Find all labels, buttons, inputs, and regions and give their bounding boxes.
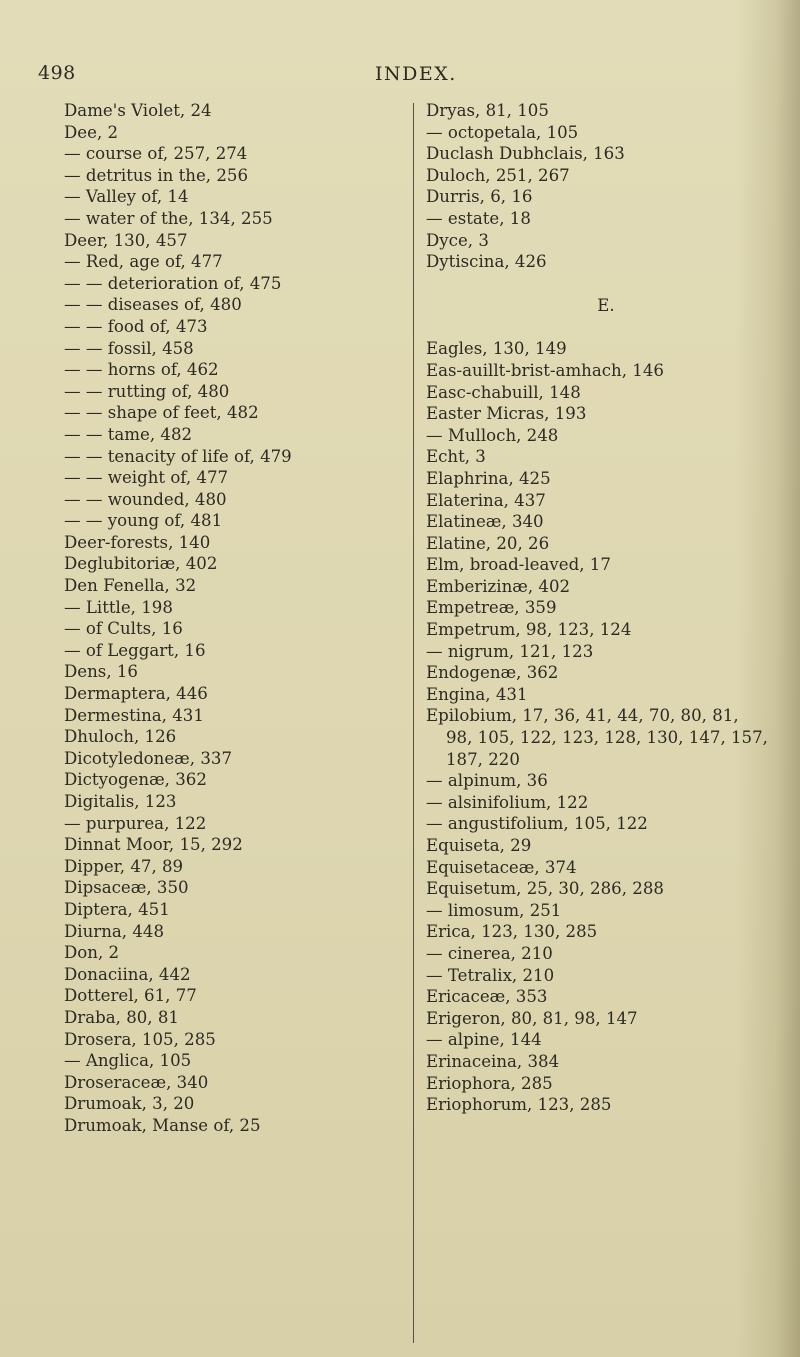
index-entry: — Tetralix, 210: [426, 965, 555, 985]
index-entry: — — food of, 473: [64, 316, 208, 336]
index-entry: Eas-auillt-brist-amhach, 146: [426, 360, 664, 380]
index-entry: Dyce, 3: [426, 230, 489, 250]
index-entry: Eagles, 130, 149: [426, 339, 567, 359]
index-entry: Drumoak, 3, 20: [64, 1094, 195, 1114]
index-entry: Dame's Violet, 24: [64, 101, 212, 120]
index-section-e: [426, 338, 786, 1115]
index-entry: Erigeron, 80, 81, 98, 147: [426, 1008, 638, 1028]
index-entry: Elatineæ, 340: [426, 512, 544, 532]
index-entry: 98, 105, 122, 123, 128, 130, 147, 157,: [446, 728, 768, 748]
index-entry: Duloch, 251, 267: [426, 165, 570, 185]
column-divider: [413, 103, 414, 1343]
index-entry: — detritus in the, 256: [64, 165, 249, 185]
index-entry: Deer-forests, 140: [64, 532, 211, 552]
index-entry: Elaterina, 437: [426, 490, 546, 510]
index-entry: Equisetum, 25, 30, 286, 288: [426, 879, 664, 899]
index-entry: Engina, 431: [426, 684, 528, 704]
index-entry: — — wounded, 480: [64, 489, 227, 509]
index-entry: — Mulloch, 248: [426, 425, 559, 445]
index-entry: — Little, 198: [64, 597, 173, 617]
index-entry: Deer, 130, 457: [64, 230, 188, 250]
index-entry: — alsinifolium, 122: [426, 792, 589, 812]
index-entry: — Red, age of, 477: [64, 252, 223, 272]
index-entry: Eriophorum, 123, 285: [426, 1095, 612, 1115]
index-entry: Elatine, 20, 26: [426, 533, 550, 553]
index-entry: Digitalis, 123: [64, 792, 177, 811]
index-entry: — angustifolium, 105, 122: [426, 814, 648, 834]
index-entry: Dipper, 47, 89: [64, 856, 184, 876]
index-entry: — — young of, 481: [64, 511, 223, 531]
index-entry: Dipsaceæ, 350: [64, 878, 189, 898]
index-entry: 187, 220: [446, 749, 520, 769]
running-head: INDEX.: [375, 63, 457, 85]
index-entry: — Anglica, 105: [64, 1051, 192, 1071]
index-entry: — of Leggart, 16: [64, 640, 206, 660]
index-entry: — course of, 257, 274: [64, 144, 248, 164]
index-entry: Drumoak, Manse of, 25: [64, 1115, 261, 1135]
page-header: [0, 50, 800, 90]
index-entry: — of Cults, 16: [64, 619, 183, 639]
index-entry: — purpurea, 122: [64, 813, 207, 833]
index-entry: Dermestina, 431: [64, 705, 204, 725]
index-entry: Echt, 3: [426, 447, 486, 467]
index-entry: Dermaptera, 446: [64, 684, 208, 704]
index-entry: Diurna, 448: [64, 921, 165, 941]
index-entry: Den Fenella, 32: [64, 576, 197, 596]
index-entry: — — shape of feet, 482: [64, 403, 259, 423]
index-entry: Don, 2: [64, 943, 120, 963]
index-entry: Dens, 16: [64, 662, 138, 682]
page-number: 498: [38, 62, 76, 84]
index-entry: — octopetala, 105: [426, 122, 579, 142]
index-entry: Emberizinæ, 402: [426, 576, 571, 596]
index-entry: Donaciina, 442: [64, 964, 191, 984]
index-entry: Epilobium, 17, 36, 41, 44, 70, 80, 81,: [426, 706, 739, 726]
index-entry: Ericaceæ, 353: [426, 987, 548, 1007]
index-entry: — — deterioration of, 475: [64, 273, 282, 293]
index-entry: — nigrum, 121, 123: [426, 641, 594, 661]
index-entry: Endogenæ, 362: [426, 663, 559, 683]
index-entry: — — tenacity of life of, 479: [64, 446, 292, 466]
index-entry: — alpine, 144: [426, 1030, 542, 1050]
index-entry: Eriophora, 285: [426, 1073, 553, 1093]
index-entry: — water of the, 134, 255: [64, 208, 273, 228]
index-entry: — alpinum, 36: [426, 771, 548, 791]
index-entry: Droseraceæ, 340: [64, 1072, 209, 1092]
index-entry: Equiseta, 29: [426, 836, 532, 855]
index-entry: — Valley of, 14: [64, 187, 189, 207]
index-entry: — — rutting of, 480: [64, 381, 230, 401]
index-entry: — — fossil, 458: [64, 338, 194, 358]
index-entry: Draba, 80, 81: [64, 1007, 179, 1027]
index-entry: Duclash Dubhclais, 163: [426, 144, 625, 164]
index-entry: — — weight of, 477: [64, 468, 229, 488]
index-entry: Durris, 6, 16: [426, 187, 533, 207]
index-entry: Empetrum, 98, 123, 124: [426, 620, 632, 640]
index-entry: Dytiscina, 426: [426, 252, 547, 272]
index-entry: Elm, broad-leaved, 17: [426, 555, 611, 575]
index-column-right: [426, 100, 786, 1116]
index-entry: — — horns of, 462: [64, 360, 219, 380]
index-entry: Deglubitoriæ, 402: [64, 554, 218, 574]
index-entry: Dhuloch, 126: [64, 727, 177, 747]
index-entry: Dotterel, 61, 77: [64, 986, 197, 1006]
index-entry: — — diseases of, 480: [64, 295, 242, 315]
index-entry: Drosera, 105, 285: [64, 1029, 216, 1049]
index-entry: Dryas, 81, 105: [426, 101, 549, 120]
index-entry: Easter Micras, 193: [426, 404, 587, 424]
index-entry: Empetreæ, 359: [426, 598, 557, 618]
index-entry: Erinaceina, 384: [426, 1051, 560, 1071]
index-entry: — estate, 18: [426, 208, 531, 228]
index-entry: Erica, 123, 130, 285: [426, 922, 598, 942]
index-entry: — cinerea, 210: [426, 943, 553, 963]
index-entry: Easc-chabuill, 148: [426, 382, 581, 402]
index-entry: Dicotyledoneæ, 337: [64, 748, 233, 768]
index-entry: Dinnat Moor, 15, 292: [64, 835, 243, 855]
section-letter-heading: E.: [597, 295, 615, 315]
index-section-d-continued: [426, 100, 786, 273]
index-entry: Dictyogenæ, 362: [64, 770, 207, 790]
index-column-left: [64, 100, 394, 1137]
index-entry: — — tame, 482: [64, 424, 193, 444]
index-entry: Equisetaceæ, 374: [426, 857, 577, 877]
index-entry: — limosum, 251: [426, 900, 562, 920]
index-entry: Dee, 2: [64, 122, 119, 142]
index-entry: Diptera, 451: [64, 899, 170, 919]
index-entry: Elaphrina, 425: [426, 468, 551, 488]
